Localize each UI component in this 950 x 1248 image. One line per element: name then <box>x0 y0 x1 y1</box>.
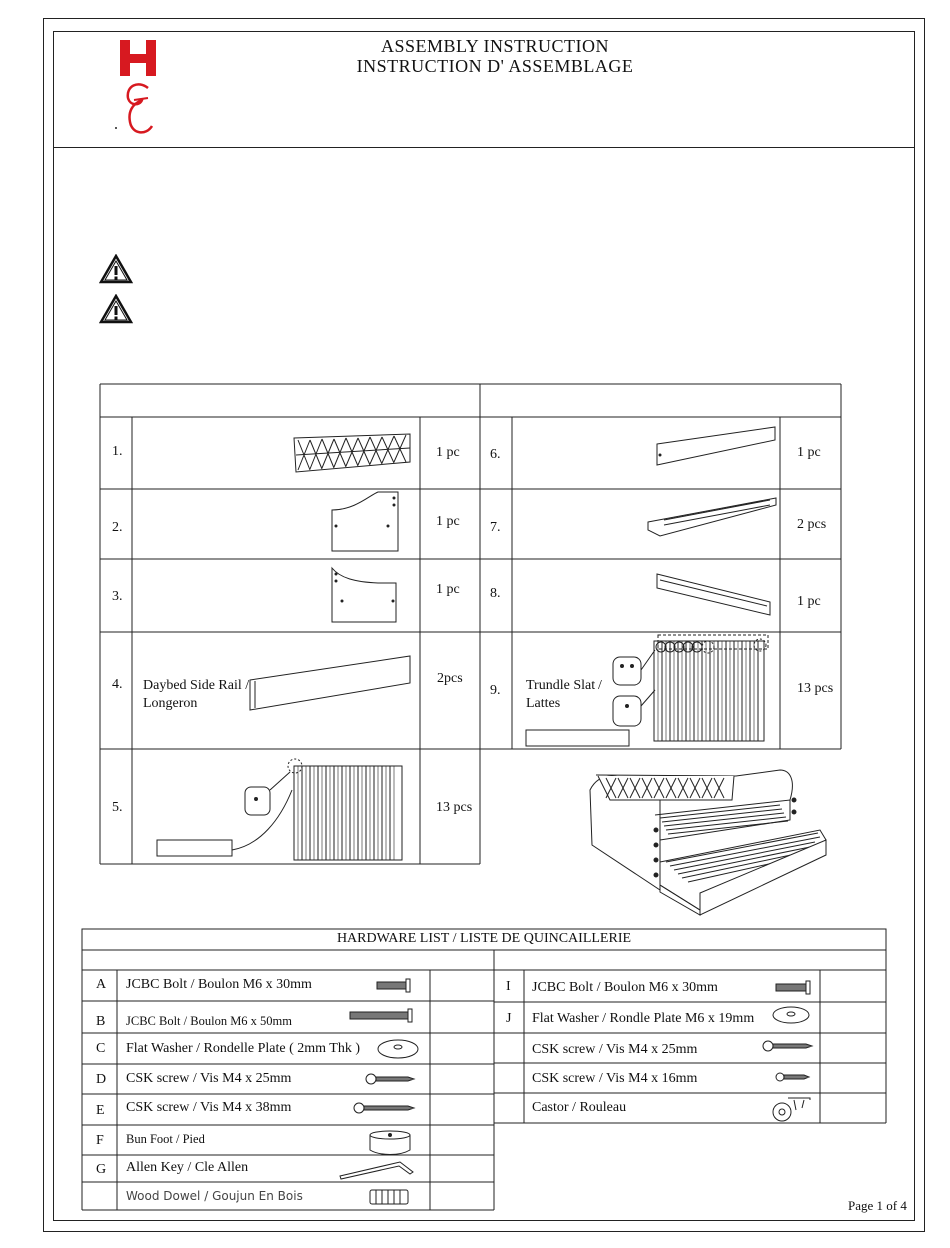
bolt-icon <box>377 979 410 992</box>
long-bolt-icon <box>350 1009 412 1022</box>
part-number: 8. <box>490 586 501 601</box>
hardware-label: Castor / Rouleau <box>532 1100 627 1115</box>
page-number: Page 1 of 4 <box>848 1198 907 1213</box>
short-screw-icon <box>776 1073 809 1081</box>
hardware-label: Flat Washer / Rondelle Plate ( 2mm Thk ) <box>126 1041 360 1056</box>
screw-icon <box>763 1041 812 1051</box>
part-number: 1. <box>112 444 123 459</box>
hardware-key: G <box>96 1162 107 1177</box>
hardware-key: B <box>96 1014 106 1029</box>
part-qty: 1 pc <box>797 445 821 460</box>
part-qty: 1 pc <box>436 582 460 597</box>
hardware-label: JCBC Bolt / Boulon M6 x 30mm <box>126 977 312 992</box>
part-name-fr: Longeron <box>143 696 198 711</box>
hardware-label: JCBC Bolt / Boulon M6 x 30mm <box>532 980 718 995</box>
hardware-label: Bun Foot / Pied <box>126 1132 205 1146</box>
part-name-sep: / <box>598 678 602 693</box>
castor-icon <box>773 1098 810 1121</box>
part-name: Daybed Side Rail / <box>143 678 250 693</box>
part-number: 5. <box>112 800 123 815</box>
title-fr: INSTRUCTION D' ASSEMBLAGE <box>356 56 634 76</box>
hardware-label: Allen Key / Cle Allen <box>126 1160 249 1175</box>
dowel-icon <box>370 1190 408 1204</box>
part-qty: 2pcs <box>437 671 463 686</box>
hardware-key: C <box>96 1041 106 1056</box>
title-en: ASSEMBLY INSTRUCTION <box>380 36 610 56</box>
long-screw-icon <box>354 1103 414 1113</box>
part-qty: 1 pc <box>436 445 460 460</box>
part-name: Trundle Slat <box>526 678 596 693</box>
hardware-label: CSK screw / Vis M4 x 25mm <box>532 1042 698 1057</box>
part-qty: 1 pc <box>797 594 821 609</box>
hardware-key: I <box>506 979 511 994</box>
part-qty: 2 pcs <box>797 517 827 532</box>
hardware-label: CSK screw / Vis M4 x 16mm <box>532 1071 698 1086</box>
hardware-label: CSK screw / Vis M4 x 38mm <box>126 1100 292 1115</box>
washer-icon <box>378 1040 418 1058</box>
part-number: 2. <box>112 520 123 535</box>
allen-key-icon <box>340 1162 413 1179</box>
hardware-key: E <box>96 1103 105 1118</box>
screw-icon <box>366 1074 414 1084</box>
part-qty: 13 pcs <box>436 800 473 815</box>
part-number: 3. <box>112 589 123 604</box>
hardware-key: D <box>96 1072 107 1087</box>
washer-icon <box>773 1007 809 1023</box>
part-number: 9. <box>490 683 501 698</box>
hardware-title: HARDWARE LIST / LISTE DE QUINCAILLERIE <box>336 931 632 946</box>
hardware-key: F <box>96 1133 104 1148</box>
hardware-label: Flat Washer / Rondle Plate M6 x 19mm <box>532 1011 755 1026</box>
part-name-fr: Lattes <box>526 696 561 711</box>
hardware-label: JCBC Bolt / Boulon M6 x 50mm <box>126 1014 293 1028</box>
part-number: 7. <box>490 520 501 535</box>
hardware-label: CSK screw / Vis M4 x 25mm <box>126 1071 292 1086</box>
hardware-key: J <box>506 1011 512 1026</box>
part-qty: 1 pc <box>436 514 460 529</box>
part-number: 6. <box>490 447 501 462</box>
hardware-label: Wood Dowel / Goujun En Bois <box>126 1189 303 1203</box>
bun-foot-icon <box>370 1131 410 1155</box>
hardware-key: A <box>96 977 107 992</box>
part-number: 4. <box>112 677 123 692</box>
bolt-icon <box>776 981 810 994</box>
part-qty: 13 pcs <box>797 681 834 696</box>
